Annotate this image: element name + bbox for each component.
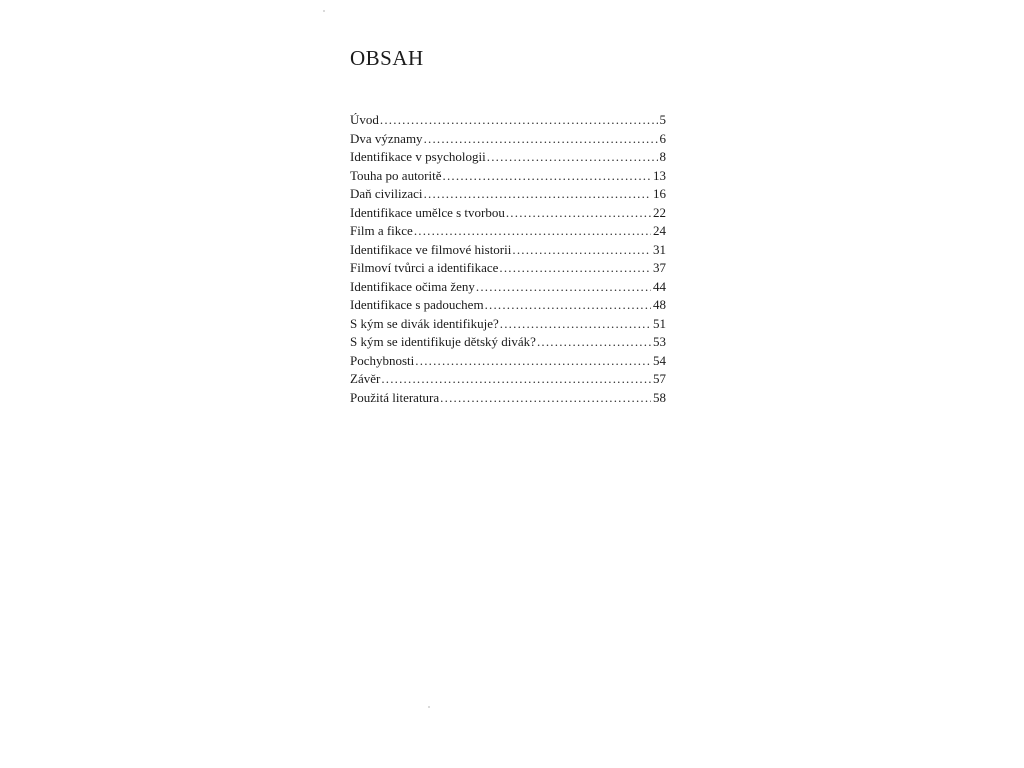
toc-entry-page: 13 [653,167,666,183]
dot-leader [443,167,651,186]
toc-entry-label: S kým se identifikuje dětský divák? [350,334,536,349]
toc-entry-label: Film a fikce [350,223,413,238]
dot-leader [506,204,651,223]
dot-leader [440,389,651,408]
toc-entry-page: 54 [653,352,666,368]
toc-entry-page: 44 [653,278,666,294]
toc-entry [350,352,666,371]
toc-entry-page: 5 [659,112,666,127]
toc-entry-label: Použitá literatura [350,389,440,405]
toc-entry [350,185,666,204]
toc-entry-label: Touha po autoritě [350,167,442,183]
toc-entry-label: Úvod [350,112,379,127]
toc-entry-page: 58 [653,389,666,405]
toc-entry-label: Dva významy [350,130,423,146]
toc-entry-label: Filmoví tvůrci a identifikace [350,260,499,275]
table-of-contents [350,111,666,407]
toc-entry-page: 24 [653,223,666,238]
dot-leader [512,241,651,260]
toc-entry-label: Identifikace ve filmové historii [350,241,512,257]
toc-entry-page: 31 [653,241,666,257]
toc-entry [350,278,666,297]
toc-entry-page: 53 [653,334,666,349]
scan-speck [428,706,430,708]
toc-entry [350,259,666,278]
toc-entry-page: 6 [659,130,666,146]
toc-entry-label: Pochybnosti [350,352,415,368]
toc-entry-label: Závěr [350,371,381,386]
toc-entry [350,241,666,260]
toc-entry-label: Identifikace v psychologii [350,149,486,164]
dot-leader [381,370,651,389]
toc-entry [350,296,666,315]
toc-entry-label: Identifikace umělce s tvorbou [350,204,505,220]
dot-leader [500,315,651,334]
dot-leader [424,185,651,204]
toc-entry-page: 57 [653,371,666,386]
toc-entry-page: 22 [653,204,666,220]
toc-entry [350,315,666,334]
toc-entry-label: S kým se divák identifikuje? [350,315,499,331]
dot-leader [415,352,651,371]
toc-entry [350,389,666,408]
toc-entry-page: 16 [653,186,666,201]
dot-leader [537,333,651,352]
toc-entry [350,333,666,352]
toc-entry [350,111,666,130]
toc-entry [350,370,666,389]
page-title: OBSAH [350,46,424,70]
toc-entry-page: 37 [653,260,666,275]
dot-leader [380,111,658,130]
dot-leader [476,278,651,297]
toc-entry-page: 8 [659,149,666,164]
toc-entry [350,204,666,223]
toc-entry [350,222,666,241]
toc-entry-label: Daň civilizaci [350,186,423,201]
toc-entry-label: Identifikace s padouchem [350,297,484,312]
dot-leader [424,130,658,149]
scan-speck [323,10,325,12]
dot-leader [487,148,658,167]
toc-entry [350,167,666,186]
toc-entry-page: 48 [653,297,666,312]
dot-leader [414,222,651,241]
toc-entry-label: Identifikace očima ženy [350,278,475,294]
dot-leader [485,296,651,315]
toc-entry-page: 51 [653,315,666,331]
toc-entry [350,148,666,167]
toc-entry [350,130,666,149]
dot-leader [499,259,651,278]
